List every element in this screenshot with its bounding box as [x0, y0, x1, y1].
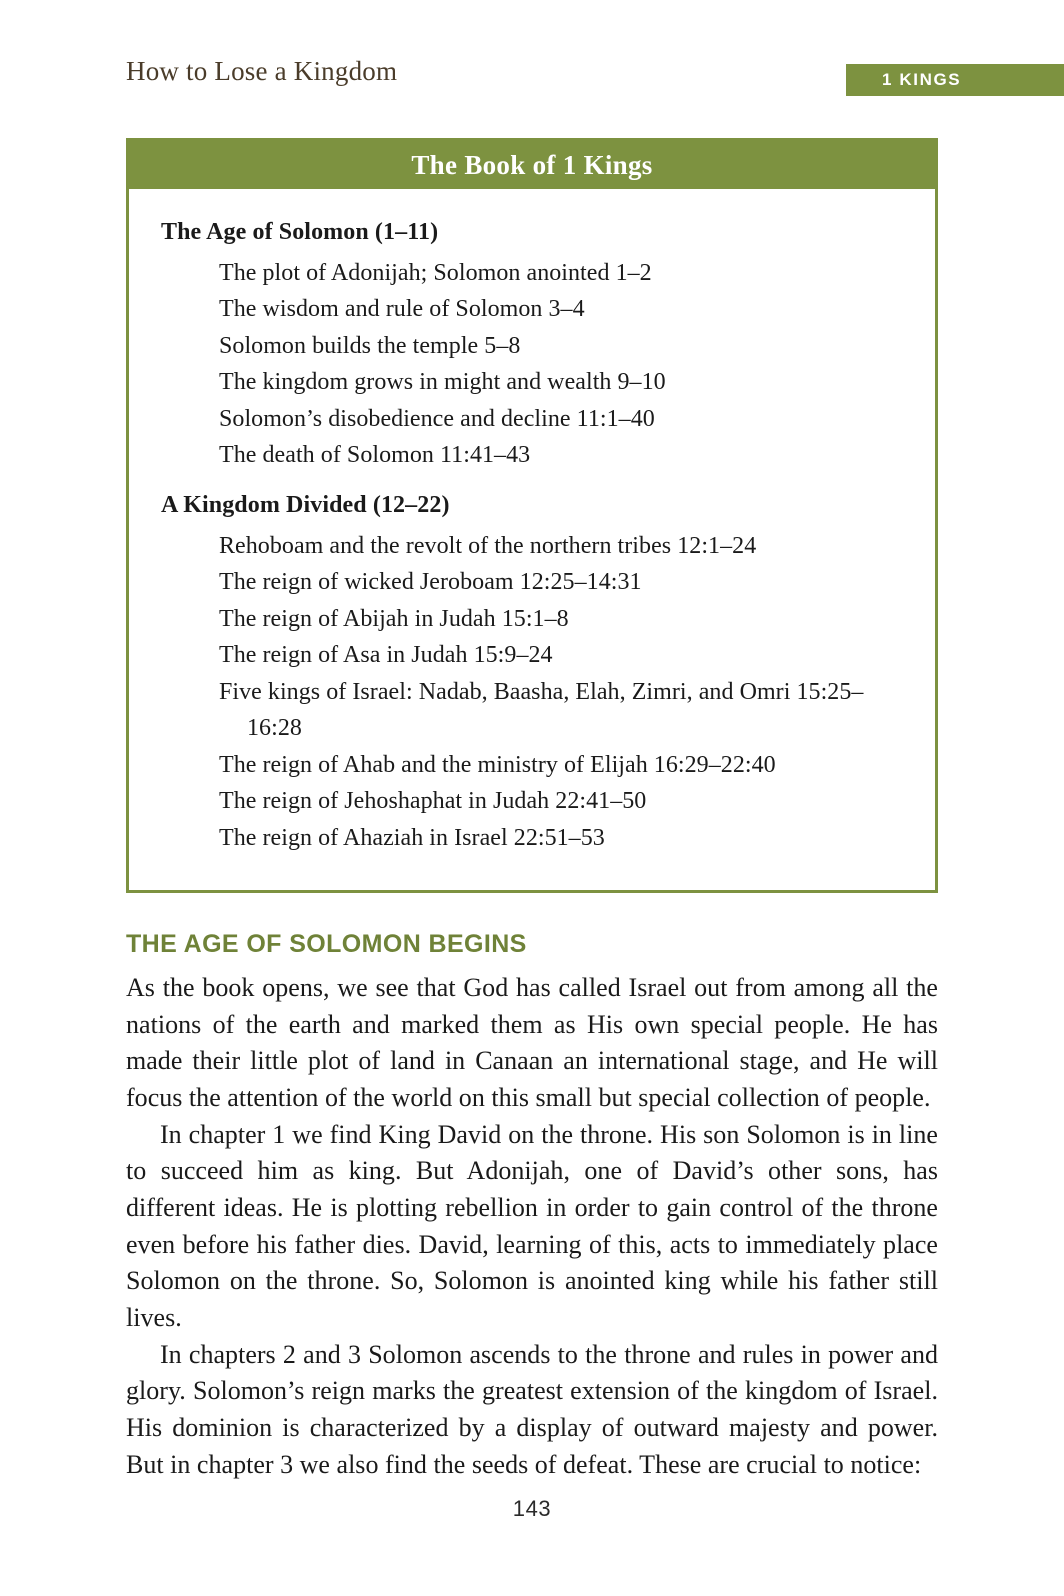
outline-group: [157, 219, 907, 474]
outline-box-body: [129, 189, 935, 890]
outline-box-title: The Book of 1 Kings: [411, 149, 653, 180]
book-tab-label: 1 KINGS: [882, 70, 962, 89]
outline-entry: The reign of Ahab and the ministry of Elijah 16:29–22:40: [219, 751, 776, 778]
outline-box: [126, 138, 938, 893]
outline-entry: The reign of Ahaziah in Israel 22:51–53: [219, 824, 605, 851]
running-head-title: How to Lose a Kingdom: [126, 56, 398, 86]
outline-box-header: [129, 141, 935, 189]
outline-entry: The reign of Asa in Judah 15:9–24: [219, 642, 553, 669]
outline-group: [157, 492, 907, 856]
outline-entry: The reign of Abijah in Judah 15:1–8: [219, 605, 569, 632]
outline-entry: The reign of wicked Jeroboam 12:25–14:31: [219, 569, 642, 596]
book-tab: [846, 64, 1064, 96]
outline-group-title: The Age of Solomon (1–11): [161, 219, 439, 245]
page-number: 143: [512, 1496, 552, 1521]
section-heading: THE AGE OF SOLOMON BEGINS: [126, 930, 527, 958]
outline-entry: Five kings of Israel: Nadab, Baasha, Elah, Zimri, and Omri 15:25–16:28: [219, 678, 864, 742]
outline-group-title: A Kingdom Divided (12–22): [161, 491, 450, 518]
outline-entry: Solomon builds the temple 5–8: [219, 332, 521, 359]
running-head: [126, 56, 1064, 96]
body-paragraph: As the book opens, we see that God has called Israel out from among all the nations of the earth and marked them as His own special people. He has made their little plot of land in Canaan an international stage, and He will focus the attention of the world on this small but special collection of people.: [126, 973, 938, 1112]
body-paragraph: In chapter 1 we find King David on the throne. His son Solomon is in line to succeed him as king. But Adonijah, one of David’s other sons, has different ideas. He is plotting rebellion in order to gain control of the throne even before his father dies. David, learning of this, acts to immediately place Solomon on the throne. So, Solomon is anointed king while his father still lives.: [126, 1119, 938, 1332]
body-paragraph: In chapters 2 and 3 Solomon ascends to the throne and rules in power and glory. Solomon’s reign marks the greatest extension of the kingdom of Israel. His dominion is characterized by a display of outward majesty and power. But in chapter 3 we also find the seeds of defeat. These are crucial to notice:: [126, 1339, 938, 1479]
outline-entry: The plot of Adonijah; Solomon anointed 1–2: [219, 260, 652, 286]
outline-entry: The death of Solomon 11:41–43: [219, 442, 531, 469]
outline-entry: Rehoboam and the revolt of the northern tribes 12:1–24: [219, 532, 757, 559]
body-copy: [126, 970, 938, 1483]
outline-entry: The wisdom and rule of Solomon 3–4: [219, 296, 585, 323]
outline-entry: The reign of Jehoshaphat in Judah 22:41–50: [219, 788, 647, 815]
outline-entry: The kingdom grows in might and wealth 9–10: [219, 369, 666, 396]
outline-entry: Solomon’s disobedience and decline 11:1–40: [219, 405, 655, 432]
